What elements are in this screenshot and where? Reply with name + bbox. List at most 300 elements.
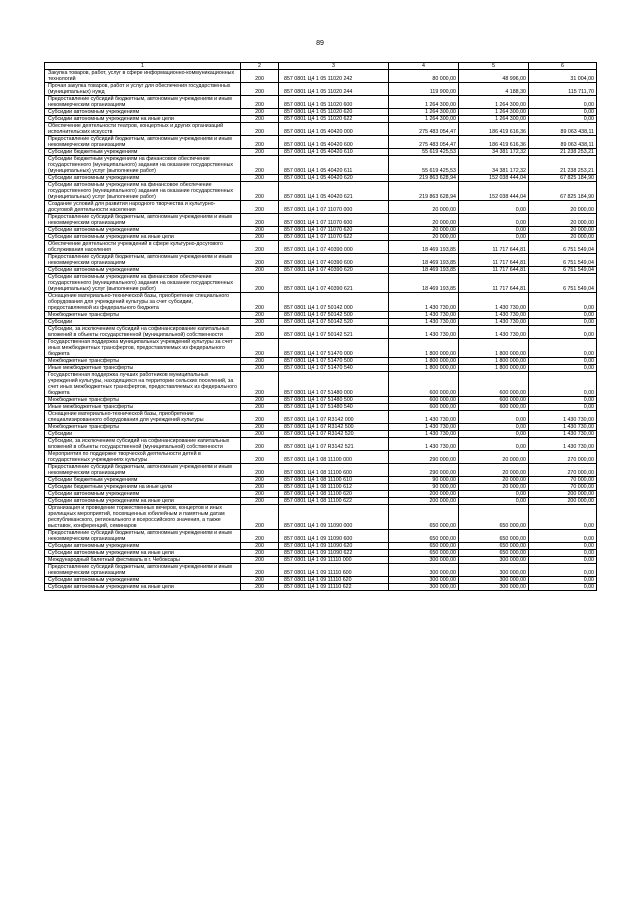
row-unexecuted-amount: 0,00 — [529, 116, 597, 123]
row-budget-code: 857 0801 Ц4 1 05 11020 600 — [279, 96, 389, 109]
row-description: Субсидии автономным учреждениям — [45, 267, 241, 274]
row-budget-code: 857 0801 Ц4 1 05 11020 620 — [279, 109, 389, 116]
row-executed-amount: 1 430 730,00 — [459, 312, 529, 319]
table-row — [45, 293, 597, 312]
row-approved-amount: 300 000,00 — [389, 577, 459, 584]
table-row — [45, 109, 597, 116]
row-executed-amount: 11 717 644,81 — [459, 241, 529, 254]
row-executed-amount: 20 000,00 — [459, 484, 529, 491]
row-line-code: 200 — [241, 530, 279, 543]
row-budget-code: 857 0801 Ц4 1 07 50142 521 — [279, 326, 389, 339]
row-description: Предоставление субсидий бюджетным, автономным учреждениям и иным некоммерческим организациям — [45, 136, 241, 149]
row-unexecuted-amount: 0,00 — [529, 584, 597, 591]
row-executed-amount: 0,00 — [459, 234, 529, 241]
column-header: 6 — [529, 63, 597, 70]
row-description: Создание условий для развития народного творчества и культурно-досуговой деятельности населения — [45, 201, 241, 214]
row-executed-amount: 20 000,00 — [459, 477, 529, 484]
table-row — [45, 241, 597, 254]
row-budget-code: 857 0801 Ц4 1 05 11020 244 — [279, 83, 389, 96]
table-row — [45, 411, 597, 424]
row-description: Иные межбюджетные трансферты — [45, 404, 241, 411]
row-approved-amount: 20 000,00 — [389, 234, 459, 241]
row-unexecuted-amount: 67 825 184,90 — [529, 182, 597, 201]
row-budget-code: 857 0801 Ц4 1 07 R3142 500 — [279, 424, 389, 431]
row-executed-amount: 186 419 616,36 — [459, 136, 529, 149]
row-description: Субсидии автономным учреждениям — [45, 175, 241, 182]
row-executed-amount: 0,00 — [459, 227, 529, 234]
row-approved-amount: 1 430 730,00 — [389, 326, 459, 339]
row-executed-amount: 600 000,00 — [459, 372, 529, 397]
table-row — [45, 175, 597, 182]
table-row — [45, 267, 597, 274]
table-row — [45, 550, 597, 557]
row-budget-code: 857 0801 Ц4 1 05 40420 611 — [279, 156, 389, 175]
table-row — [45, 136, 597, 149]
row-description: Иные межбюджетные трансферты — [45, 365, 241, 372]
row-budget-code: 857 0801 Ц4 1 09 11090 620 — [279, 543, 389, 550]
row-line-code: 200 — [241, 505, 279, 530]
column-number-header-row — [45, 63, 597, 70]
table-row — [45, 96, 597, 109]
row-approved-amount: 1 800 000,00 — [389, 365, 459, 372]
row-line-code: 200 — [241, 464, 279, 477]
row-approved-amount: 18 469 193,85 — [389, 274, 459, 293]
row-executed-amount: 650 000,00 — [459, 543, 529, 550]
table-row — [45, 577, 597, 584]
row-unexecuted-amount: 21 238 253,21 — [529, 156, 597, 175]
row-line-code: 200 — [241, 557, 279, 564]
row-line-code: 200 — [241, 498, 279, 505]
row-line-code: 200 — [241, 397, 279, 404]
column-header: 4 — [389, 63, 459, 70]
row-budget-code: 857 0801 Ц4 1 07 R3142 000 — [279, 411, 389, 424]
row-approved-amount: 200 000,00 — [389, 491, 459, 498]
row-unexecuted-amount: 1 430 730,00 — [529, 411, 597, 424]
row-approved-amount: 20 000,00 — [389, 227, 459, 234]
row-description: Оснащение материально-технической базы, приобретение специального оборудования для учреждений культуры за счет субсидии, предоставляемой из федерального бюджета — [45, 293, 241, 312]
row-description: Обеспечение деятельности театров, концертных и других организаций исполнительских искусств — [45, 123, 241, 136]
row-budget-code: 857 0801 Ц4 1 07 11070 622 — [279, 234, 389, 241]
table-row — [45, 484, 597, 491]
table-row — [45, 404, 597, 411]
row-line-code: 200 — [241, 136, 279, 149]
row-description: Межбюджетные трансферты — [45, 312, 241, 319]
row-approved-amount: 650 000,00 — [389, 505, 459, 530]
row-unexecuted-amount: 270 000,00 — [529, 464, 597, 477]
row-unexecuted-amount: 0,00 — [529, 505, 597, 530]
row-budget-code: 857 0801 Ц4 1 07 50142 520 — [279, 319, 389, 326]
row-budget-code: 857 0801 Ц4 1 07 51480 000 — [279, 372, 389, 397]
row-approved-amount: 1 430 730,00 — [389, 312, 459, 319]
table-row — [45, 464, 597, 477]
row-description: Субсидии — [45, 319, 241, 326]
row-description: Субсидии автономным учреждениям на финансовое обеспечение государственного (муниципального) задания на оказание государственных (муниципальных) услуг (выполнение работ) — [45, 274, 241, 293]
row-budget-code: 857 0801 Ц4 1 09 11090 000 — [279, 505, 389, 530]
row-unexecuted-amount: 89 063 438,11 — [529, 136, 597, 149]
row-executed-amount: 0,00 — [459, 201, 529, 214]
row-approved-amount: 90 000,00 — [389, 484, 459, 491]
table-row — [45, 584, 597, 591]
row-approved-amount: 650 000,00 — [389, 543, 459, 550]
row-line-code: 200 — [241, 424, 279, 431]
row-description: Субсидии бюджетным учреждениям — [45, 477, 241, 484]
table-row — [45, 83, 597, 96]
row-line-code: 200 — [241, 267, 279, 274]
row-unexecuted-amount: 200 000,00 — [529, 498, 597, 505]
row-description: Субсидии бюджетным учреждениям на иные цели — [45, 484, 241, 491]
row-description: Межбюджетные трансферты — [45, 358, 241, 365]
row-budget-code: 857 0801 Ц4 1 05 40420 000 — [279, 123, 389, 136]
table-row — [45, 214, 597, 227]
row-line-code: 200 — [241, 438, 279, 451]
column-header: 5 — [459, 63, 529, 70]
row-executed-amount: 1 430 730,00 — [459, 319, 529, 326]
row-description: Межбюджетные трансферты — [45, 424, 241, 431]
row-budget-code: 857 0801 Ц4 1 07 11070 600 — [279, 214, 389, 227]
row-budget-code: 857 0801 Ц4 1 05 40420 620 — [279, 175, 389, 182]
row-approved-amount: 55 619 425,53 — [389, 149, 459, 156]
page-number: 89 — [316, 40, 324, 47]
row-approved-amount: 300 000,00 — [389, 564, 459, 577]
row-line-code: 200 — [241, 116, 279, 123]
row-unexecuted-amount: 6 751 549,04 — [529, 274, 597, 293]
row-line-code: 200 — [241, 411, 279, 424]
row-executed-amount: 1 264 300,00 — [459, 96, 529, 109]
row-line-code: 200 — [241, 550, 279, 557]
row-approved-amount: 300 000,00 — [389, 584, 459, 591]
row-unexecuted-amount: 20 000,00 — [529, 227, 597, 234]
table-row — [45, 254, 597, 267]
row-executed-amount: 0,00 — [459, 438, 529, 451]
row-approved-amount: 20 000,00 — [389, 214, 459, 227]
row-budget-code: 857 0801 Ц4 1 09 11110 000 — [279, 557, 389, 564]
row-line-code: 200 — [241, 319, 279, 326]
row-approved-amount: 650 000,00 — [389, 530, 459, 543]
row-line-code: 200 — [241, 451, 279, 464]
table-row — [45, 182, 597, 201]
row-unexecuted-amount: 0,00 — [529, 550, 597, 557]
row-executed-amount: 34 381 172,32 — [459, 149, 529, 156]
row-line-code: 200 — [241, 201, 279, 214]
row-line-code: 200 — [241, 477, 279, 484]
row-approved-amount: 1 800 000,00 — [389, 339, 459, 358]
row-description: Субсидии бюджетным учреждениям — [45, 149, 241, 156]
table-row — [45, 543, 597, 550]
row-budget-code: 857 0801 Ц4 1 07 11070 000 — [279, 201, 389, 214]
row-approved-amount: 300 000,00 — [389, 557, 459, 564]
row-line-code: 200 — [241, 484, 279, 491]
table-row — [45, 431, 597, 438]
row-budget-code: 857 0801 Ц4 1 08 11100 600 — [279, 464, 389, 477]
row-description: Субсидии бюджетным учреждениям на финансовое обеспечение государственного (муниципального) задания на оказание государственных (муниципальных) услуг (выполнение работ) — [45, 156, 241, 175]
row-executed-amount: 1 430 730,00 — [459, 326, 529, 339]
table-row — [45, 491, 597, 498]
row-budget-code: 857 0801 Ц4 1 07 40390 620 — [279, 267, 389, 274]
row-approved-amount: 650 000,00 — [389, 550, 459, 557]
row-approved-amount: 275 483 054,47 — [389, 136, 459, 149]
row-executed-amount: 1 800 000,00 — [459, 365, 529, 372]
row-budget-code: 857 0801 Ц4 1 07 11070 620 — [279, 227, 389, 234]
row-unexecuted-amount: 20 000,00 — [529, 234, 597, 241]
row-approved-amount: 200 000,00 — [389, 498, 459, 505]
row-unexecuted-amount: 67 825 184,90 — [529, 175, 597, 182]
row-description: Предоставление субсидий бюджетным, автономным учреждениям и иным некоммерческим организациям — [45, 530, 241, 543]
row-unexecuted-amount: 70 000,00 — [529, 477, 597, 484]
row-approved-amount: 1 264 300,00 — [389, 96, 459, 109]
row-description: Прочая закупка товаров, работ и услуг для обеспечения государственных (муниципальных) нужд — [45, 83, 241, 96]
row-executed-amount: 0,00 — [459, 491, 529, 498]
table-row — [45, 312, 597, 319]
row-budget-code: 857 0801 Ц4 1 09 11110 600 — [279, 564, 389, 577]
row-budget-code: 857 0801 Ц4 1 05 11020 622 — [279, 116, 389, 123]
row-unexecuted-amount: 20 000,00 — [529, 201, 597, 214]
table-row — [45, 438, 597, 451]
row-unexecuted-amount: 1 430 730,00 — [529, 431, 597, 438]
table-row — [45, 498, 597, 505]
row-executed-amount: 1 800 000,00 — [459, 358, 529, 365]
row-line-code: 200 — [241, 83, 279, 96]
row-executed-amount: 0,00 — [459, 424, 529, 431]
row-executed-amount: 20 000,00 — [459, 451, 529, 464]
row-budget-code: 857 0801 Ц4 1 09 11110 620 — [279, 577, 389, 584]
row-budget-code: 857 0801 Ц4 1 09 11090 622 — [279, 550, 389, 557]
table-row — [45, 564, 597, 577]
table-row — [45, 505, 597, 530]
row-line-code: 200 — [241, 431, 279, 438]
row-description: Субсидии автономным учреждениям — [45, 577, 241, 584]
row-budget-code: 857 0801 Ц4 1 09 11090 600 — [279, 530, 389, 543]
row-line-code: 200 — [241, 274, 279, 293]
row-description: Субсидии, за исключением субсидий на софинансирование капитальных вложений в объекты государственной (муниципальной) собственности — [45, 326, 241, 339]
column-header: 2 — [241, 63, 279, 70]
row-line-code: 200 — [241, 96, 279, 109]
row-line-code: 200 — [241, 109, 279, 116]
row-approved-amount: 600 000,00 — [389, 397, 459, 404]
row-line-code: 200 — [241, 214, 279, 227]
table-row — [45, 372, 597, 397]
row-budget-code: 857 0801 Ц4 1 07 R3142 520 — [279, 431, 389, 438]
row-budget-code: 857 0801 Ц4 1 07 R3142 521 — [279, 438, 389, 451]
row-description: Субсидии автономным учреждениям на иные цели — [45, 584, 241, 591]
row-description: Субсидии, за исключением субсидий на софинансирование капитальных вложений в объекты государственной (муниципальной) собственности — [45, 438, 241, 451]
row-line-code: 200 — [241, 404, 279, 411]
row-unexecuted-amount: 0,00 — [529, 319, 597, 326]
row-approved-amount: 1 800 000,00 — [389, 358, 459, 365]
row-description: Субсидии автономным учреждениям на иные цели — [45, 234, 241, 241]
table-row — [45, 477, 597, 484]
row-approved-amount: 1 430 730,00 — [389, 319, 459, 326]
row-line-code: 200 — [241, 358, 279, 365]
row-description: Предоставление субсидий бюджетным, автономным учреждениям и иным некоммерческим организациям — [45, 254, 241, 267]
table-row — [45, 326, 597, 339]
table-row — [45, 227, 597, 234]
row-unexecuted-amount: 21 238 253,21 — [529, 149, 597, 156]
row-unexecuted-amount: 0,00 — [529, 530, 597, 543]
row-budget-code: 857 0801 Ц4 1 05 40420 610 — [279, 149, 389, 156]
table-row — [45, 339, 597, 358]
row-unexecuted-amount: 0,00 — [529, 365, 597, 372]
row-unexecuted-amount: 70 000,00 — [529, 484, 597, 491]
row-line-code: 200 — [241, 227, 279, 234]
row-description: Государственная поддержка лучших работников муниципальных учреждений культуры, находящихся на территории сельских поселений, за счет иных межбюджетных трансфертов, предоставляемых из федерального бюджета — [45, 372, 241, 397]
row-line-code: 200 — [241, 175, 279, 182]
row-approved-amount: 290 000,00 — [389, 451, 459, 464]
row-budget-code: 857 0801 Ц4 1 05 40420 600 — [279, 136, 389, 149]
row-approved-amount: 600 000,00 — [389, 404, 459, 411]
row-approved-amount: 275 483 054,47 — [389, 123, 459, 136]
row-unexecuted-amount: 0,00 — [529, 109, 597, 116]
row-line-code: 200 — [241, 149, 279, 156]
row-unexecuted-amount: 0,00 — [529, 339, 597, 358]
table-row — [45, 319, 597, 326]
row-budget-code: 857 0801 Ц4 1 09 11110 622 — [279, 584, 389, 591]
row-unexecuted-amount: 0,00 — [529, 557, 597, 564]
row-description: Субсидии — [45, 431, 241, 438]
row-line-code: 200 — [241, 293, 279, 312]
table-row — [45, 156, 597, 175]
row-executed-amount: 34 381 172,32 — [459, 156, 529, 175]
row-unexecuted-amount: 0,00 — [529, 326, 597, 339]
table-row — [45, 530, 597, 543]
table-row — [45, 116, 597, 123]
row-budget-code: 857 0801 Ц4 1 07 51480 500 — [279, 397, 389, 404]
table-row — [45, 424, 597, 431]
row-description: Международный балетный фестиваль в г. Чебоксары — [45, 557, 241, 564]
row-approved-amount: 55 619 425,53 — [389, 156, 459, 175]
row-approved-amount: 18 469 193,85 — [389, 241, 459, 254]
table-row — [45, 365, 597, 372]
row-executed-amount: 300 000,00 — [459, 584, 529, 591]
row-executed-amount: 300 000,00 — [459, 564, 529, 577]
row-unexecuted-amount: 6 751 549,04 — [529, 241, 597, 254]
row-line-code: 200 — [241, 339, 279, 358]
row-description: Организация и проведение торжественных вечеров, концертов и иных зрелищных мероприятий, посвященных юбилейным и памятным датам республиканского, регионального и всероссийского значения, а также выставок, конференций, семинаров — [45, 505, 241, 530]
budget-table — [44, 62, 597, 591]
row-unexecuted-amount: 0,00 — [529, 96, 597, 109]
row-approved-amount: 600 000,00 — [389, 372, 459, 397]
row-executed-amount: 1 430 730,00 — [459, 293, 529, 312]
row-executed-amount: 11 717 644,81 — [459, 267, 529, 274]
row-executed-amount: 0,00 — [459, 214, 529, 227]
row-approved-amount: 20 000,00 — [389, 201, 459, 214]
row-budget-code: 857 0801 Ц4 1 08 11100 610 — [279, 477, 389, 484]
row-budget-code: 857 0801 Ц4 1 08 11100 000 — [279, 451, 389, 464]
row-unexecuted-amount: 0,00 — [529, 404, 597, 411]
row-executed-amount: 20 000,00 — [459, 464, 529, 477]
row-description: Предоставление субсидий бюджетным, автономным учреждениям и иным некоммерческим организациям — [45, 564, 241, 577]
row-budget-code: 857 0801 Ц4 1 07 40390 621 — [279, 274, 389, 293]
row-description: Субсидии автономным учреждениям на иные цели — [45, 498, 241, 505]
row-line-code: 200 — [241, 123, 279, 136]
row-unexecuted-amount: 0,00 — [529, 564, 597, 577]
row-executed-amount: 600 000,00 — [459, 404, 529, 411]
row-line-code: 200 — [241, 70, 279, 83]
row-executed-amount: 1 264 300,00 — [459, 116, 529, 123]
table-row — [45, 70, 597, 83]
row-line-code: 200 — [241, 182, 279, 201]
row-line-code: 200 — [241, 241, 279, 254]
row-line-code: 200 — [241, 234, 279, 241]
row-line-code: 200 — [241, 584, 279, 591]
row-approved-amount: 1 430 730,00 — [389, 424, 459, 431]
row-description: Мероприятия по поддержке творческой деятельности детей в государственных учреждениях культуры — [45, 451, 241, 464]
row-unexecuted-amount: 31 004,00 — [529, 70, 597, 83]
row-description: Субсидии автономным учреждениям — [45, 543, 241, 550]
table-row — [45, 234, 597, 241]
row-description: Межбюджетные трансферты — [45, 397, 241, 404]
row-budget-code: 857 0801 Ц4 1 08 11100 622 — [279, 498, 389, 505]
row-budget-code: 857 0801 Ц4 1 08 11100 620 — [279, 491, 389, 498]
row-executed-amount: 186 419 616,36 — [459, 123, 529, 136]
row-budget-code: 857 0801 Ц4 1 07 40390 600 — [279, 254, 389, 267]
column-header: 1 — [45, 63, 241, 70]
row-line-code: 200 — [241, 312, 279, 319]
row-executed-amount: 300 000,00 — [459, 557, 529, 564]
row-executed-amount: 300 000,00 — [459, 577, 529, 584]
row-budget-code: 857 0801 Ц4 1 07 51470 540 — [279, 365, 389, 372]
row-approved-amount: 80 000,00 — [389, 70, 459, 83]
row-approved-amount: 18 469 193,85 — [389, 254, 459, 267]
row-unexecuted-amount: 200 000,00 — [529, 491, 597, 498]
row-line-code: 200 — [241, 365, 279, 372]
row-budget-code: 857 0801 Ц4 1 05 11020 242 — [279, 70, 389, 83]
table-row — [45, 451, 597, 464]
row-description: Субсидии автономным учреждениям — [45, 109, 241, 116]
row-description: Предоставление субсидий бюджетным, автономным учреждениям и иным некоммерческим организациям — [45, 96, 241, 109]
row-budget-code: 857 0801 Ц4 1 07 50142 000 — [279, 293, 389, 312]
row-unexecuted-amount: 89 063 438,11 — [529, 123, 597, 136]
row-budget-code: 857 0801 Ц4 1 07 40390 000 — [279, 241, 389, 254]
row-unexecuted-amount: 0,00 — [529, 397, 597, 404]
row-line-code: 200 — [241, 543, 279, 550]
row-executed-amount: 11 717 644,81 — [459, 254, 529, 267]
row-description: Предоставление субсидий бюджетным, автономным учреждениям и иным некоммерческим организациям — [45, 464, 241, 477]
row-description: Субсидии автономным учреждениям на иные цели — [45, 550, 241, 557]
row-line-code: 200 — [241, 491, 279, 498]
row-description: Субсидии автономным учреждениям — [45, 491, 241, 498]
row-unexecuted-amount: 20 000,00 — [529, 214, 597, 227]
row-executed-amount: 600 000,00 — [459, 397, 529, 404]
table-row — [45, 201, 597, 214]
row-budget-code: 857 0801 Ц4 1 07 51480 540 — [279, 404, 389, 411]
row-approved-amount: 1 430 730,00 — [389, 411, 459, 424]
row-unexecuted-amount: 0,00 — [529, 577, 597, 584]
row-line-code: 200 — [241, 326, 279, 339]
row-description: Субсидии автономным учреждениям на финансовое обеспечение государственного (муниципального) задания на оказание государственных (муниципальных) услуг (выполнение работ) — [45, 182, 241, 201]
row-executed-amount: 4 188,30 — [459, 83, 529, 96]
row-executed-amount: 152 038 444,04 — [459, 175, 529, 182]
row-description: Закупка товаров, работ, услуг в сфере информационно-коммуникационных технологий — [45, 70, 241, 83]
row-budget-code: 857 0801 Ц4 1 07 50142 500 — [279, 312, 389, 319]
row-unexecuted-amount: 270 000,00 — [529, 451, 597, 464]
row-budget-code: 857 0801 Ц4 1 07 51470 500 — [279, 358, 389, 365]
row-executed-amount: 650 000,00 — [459, 530, 529, 543]
row-executed-amount: 650 000,00 — [459, 505, 529, 530]
row-approved-amount: 1 264 300,00 — [389, 109, 459, 116]
row-executed-amount: 1 800 000,00 — [459, 339, 529, 358]
row-line-code: 200 — [241, 564, 279, 577]
row-approved-amount: 90 000,00 — [389, 477, 459, 484]
row-unexecuted-amount: 0,00 — [529, 543, 597, 550]
column-header: 3 — [279, 63, 389, 70]
row-executed-amount: 152 038 444,04 — [459, 182, 529, 201]
row-executed-amount: 1 264 300,00 — [459, 109, 529, 116]
table-row — [45, 557, 597, 564]
row-approved-amount: 1 430 730,00 — [389, 431, 459, 438]
row-line-code: 200 — [241, 254, 279, 267]
row-approved-amount: 1 430 730,00 — [389, 438, 459, 451]
row-executed-amount: 48 996,00 — [459, 70, 529, 83]
